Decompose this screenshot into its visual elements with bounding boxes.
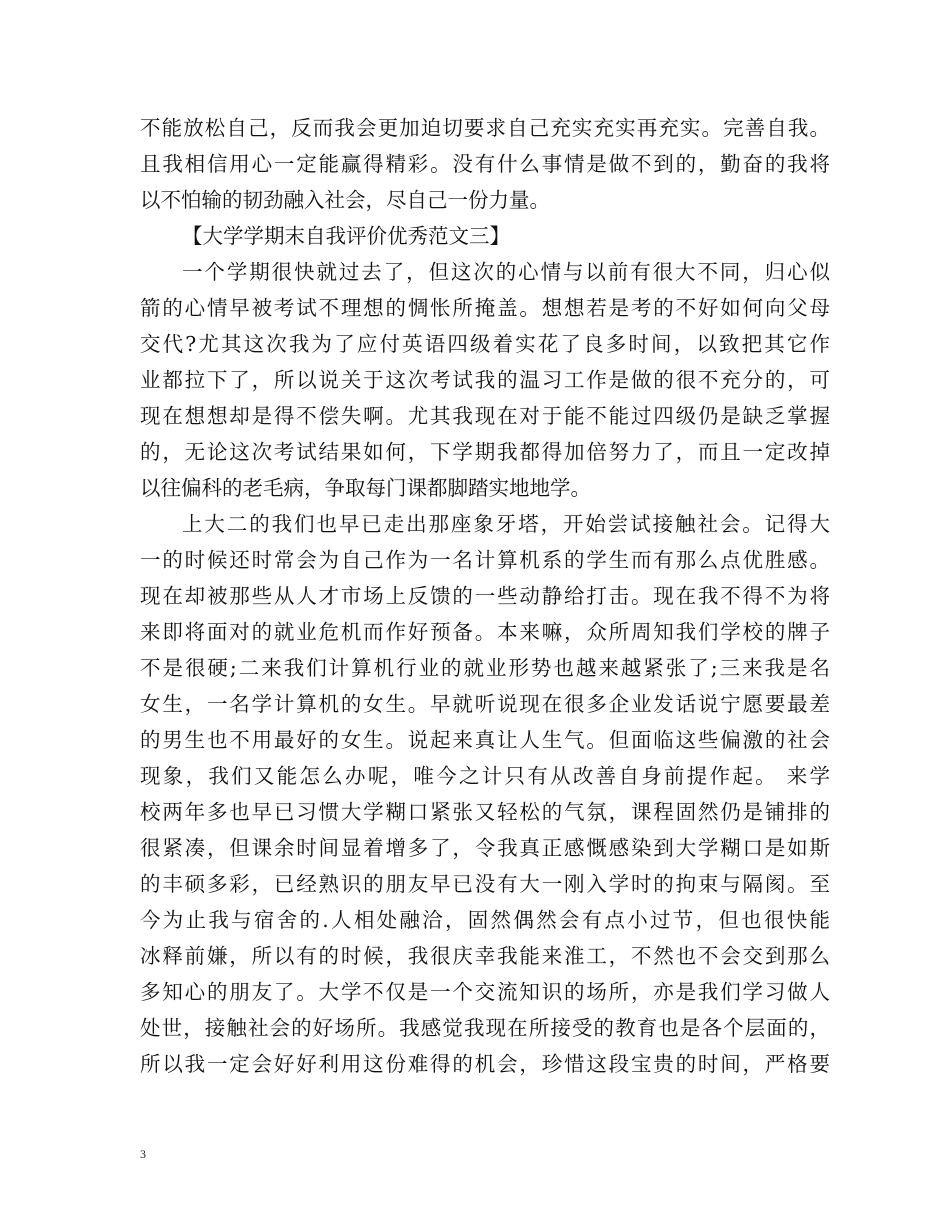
text-line: 业都拉下了，所以说关于这次考试我的温习工作是做的很不充分的，可 bbox=[140, 368, 830, 392]
text-line: 冰释前嫌，所以有的时候，我很庆幸我能来淮工，不然也不会交到那么 bbox=[140, 944, 830, 968]
paragraph-first-line: 一个学期很快就过去了，但这次的心情与以前有很大不同，归心似 bbox=[182, 260, 830, 284]
text-line: 来即将面对的就业危机而作好预备。本来嘛，众所周知我们学校的牌子 bbox=[140, 620, 830, 644]
text-line: 以不怕输的韧劲融入社会，尽自己一份力量。 bbox=[140, 188, 550, 212]
paragraph-first-line: 上大二的我们也早已走出那座象牙塔，开始尝试接触社会。记得大 bbox=[182, 512, 830, 536]
text-line: 所以我一定会好好利用这份难得的机会，珍惜这段宝贵的时间，严格要 bbox=[140, 1052, 830, 1076]
text-line: 一的时候还时常会为自己作为一名计算机系的学生而有那么点优胜感。 bbox=[140, 548, 830, 572]
text-line: 不是很硬;二来我们计算机行业的就业形势也越来越紧张了;三来我是名 bbox=[140, 656, 830, 680]
text-line: 处世，接触社会的好场所。我感觉我现在所接受的教育也是各个层面的， bbox=[140, 1016, 830, 1040]
text-line: 交代?尤其这次我为了应付英语四级着实花了良多时间，以致把其它作 bbox=[140, 332, 830, 356]
text-line: 很紧凑，但课余时间显着增多了，令我真正感慨感染到大学糊口是如斯 bbox=[140, 836, 830, 860]
text-line: 今为止我与宿舍的.人相处融洽，固然偶然会有点小过节，但也很快能 bbox=[140, 908, 830, 932]
text-line: 多知心的朋友了。大学不仅是一个交流知识的场所，亦是我们学习做人 bbox=[140, 980, 830, 1004]
text-line: 箭的心情早被考试不理想的惆怅所掩盖。想想若是考的不好如何向父母 bbox=[140, 296, 830, 320]
section-heading: 【大学学期末自我评价优秀范文三】 bbox=[182, 224, 510, 248]
text-line: 现在想想却是得不偿失啊。尤其我现在对于能不能过四级仍是缺乏掌握 bbox=[140, 404, 830, 428]
text-line: 的，无论这次考试结果如何，下学期我都得加倍努力了，而且一定改掉 bbox=[140, 440, 830, 464]
page-number: 3 bbox=[140, 1147, 146, 1161]
text-line: 现在却被那些从人才市场上反馈的一些动静给打击。现在我不得不为将 bbox=[140, 584, 830, 608]
text-line: 且我相信用心一定能赢得精彩。没有什么事情是做不到的，勤奋的我将 bbox=[140, 152, 830, 176]
text-line: 的男生也不用最好的女生。说起来真让人生气。但面临这些偏激的社会 bbox=[140, 728, 830, 752]
text-line: 以往偏科的老毛病，争取每门课都脚踏实地地学。 bbox=[140, 476, 591, 500]
text-line: 女生，一名学计算机的女生。早就听说现在很多企业发话说宁愿要最差 bbox=[140, 692, 830, 716]
text-line: 校两年多也早已习惯大学糊口紧张又轻松的气氛，课程固然仍是铺排的 bbox=[140, 800, 830, 824]
text-line: 的丰硕多彩，已经熟识的朋友早已没有大一刚入学时的拘束与隔阂。至 bbox=[140, 872, 830, 896]
text-line: 现象，我们又能怎么办呢，唯今之计只有从改善自身前提作起。 来学 bbox=[140, 764, 830, 788]
text-line: 不能放松自己，反而我会更加迫切要求自己充实充实再充实。完善自我。 bbox=[140, 116, 830, 140]
